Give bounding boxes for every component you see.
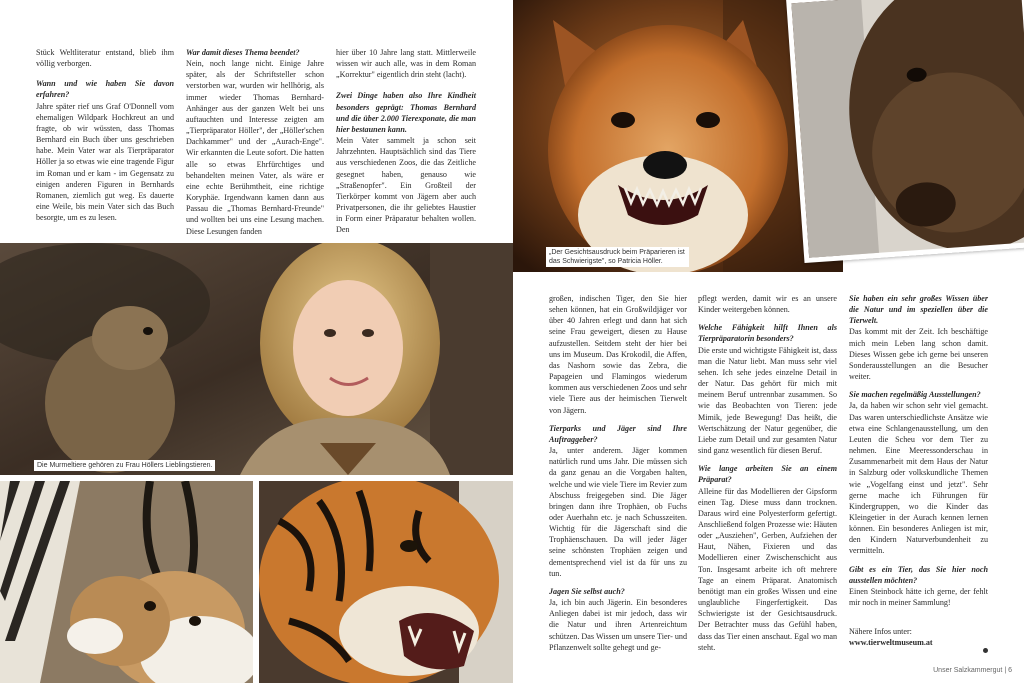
- paragraph: Ja, unter anderem. Jäger kommen natürlich rund ums Jahr. Die müssen sich da ganz genau an die Vorgaben halten, welche und wie viele Tiere im Revier zum Abschuss freigegeben sind. Die Jäger bringen dann ihre Trophäen, ob Fuchs oder Auerhahn etc. je nach Schusszeiten. Wichtig für die Jägerschaft sind die Trophäenschauen. Da will jeder Jäger seine schönsten Trophäen zeigen und dementsprechend viel ist da für uns zu tun.: [549, 446, 687, 578]
- antelope-photo: [0, 481, 253, 683]
- paragraph: Ja, da haben wir schon sehr viel gemacht. Das waren unterschiedlichste Ansätze wie etwa eine Schlangenausstellung, um den Leuten die Scheu vor dem Tier zu nehmen. Eine Meeressonderschau in Zusammenarbeit mit dem Haus der Natur in Salzburg oder volkskundliche Themen wie „Vogelfang einst und jetzt". Sehr gerne mache ich Führungen für Kindergruppen, wo die Kinder das Kleingetier in der Aurach kennen lernen können. Ein besonderes Anliegen ist mir, den Kindern Naturverbundenheit zu vermitteln.: [849, 401, 988, 556]
- question: Sie machen regelmäßig Ausstellungen?: [849, 390, 981, 400]
- page-number: 6: [1008, 667, 1012, 674]
- paragraph: Jahre später rief uns Graf O'Donnell vom ehemaligen Wildpark Hochkreut an und fragte, ob wir wüssten, dass Thomas Bernhard ein Buch über uns geschrieben habe. Mein Vater war als Tierpräparator Höller ja so etwas wie eine tragende Figur im Roman und er kam - im Gegensatz zu einigen anderen Figuren in Bernhards Romanen, ziemlich gut weg. Es dauerte eine Weile, bis mein Vater sich das Buch besorgte, um es zu lesen.: [36, 101, 174, 223]
- text-column-6: [849, 293, 988, 649]
- text-column-1: [36, 47, 174, 223]
- paragraph: Nein, noch lange nicht. Einige Jahre später, als der Schriftsteller schon verstorben war, wurden wir hellhörig, als immer wieder Thomas Bernhard-Anhänger aus der ganzen Welt bei uns auftauchten und Interesse zeigten am „Tierpräparator Höller", der „Höller'schen Dachkammer" und der „Aurach-Enge". Wir erkannten die Leute sofort. Die hatten alle so etwas Ehrfürchtiges und behandelten meinen Vater, als wäre er eine echte Berühmtheit, eine richtige Koryphäe. Irgendwann kamen dann aus Passau die „Thomas Bernhard-Freunde" und wollten bei uns eine Lesung machen. Diese Lesungen fanden: [186, 59, 324, 236]
- paragraph: Einen Steinbock hätte ich gerne, der fehlt mir noch in meiner Sammlung!: [849, 586, 988, 608]
- question: Wann und wie haben Sie davon erfahren?: [36, 79, 174, 100]
- text-column-2: [186, 47, 324, 237]
- question: Tierparks und Jäger sind Ihre Auftraggeber?: [549, 423, 687, 444]
- paragraph: Stück Weltliteratur entstand, blieb ihm völlig verborgen.: [36, 48, 174, 69]
- footer-separator: |: [1004, 667, 1009, 674]
- text-column-4: [549, 293, 687, 653]
- fox-caption: „Der Gesichtsausdruck beim Präparieren ist das Schwierigste", so Patricia Höller.: [546, 247, 689, 267]
- paragraph: Ja, ich bin auch Jägerin. Ein besonderes Anliegen dabei ist mir jedoch, dass wir die Natur und ihren Artenreichtum schützen. Das Wissen um unsere Tier- und Pflanzenwelt sollte gehegt und ge-: [549, 598, 687, 652]
- page-footer: [933, 667, 1012, 674]
- info-label: Nähere Infos unter:: [849, 627, 912, 637]
- tiger-photo: [259, 481, 513, 683]
- question: Wie lange arbeiten Sie an einem Präparat?: [698, 464, 837, 485]
- question: Zwei Dinge haben also Ihre Kindheit besonders geprägt: Thomas Bernhard und die über 2.000 Tierexponate, die man hier bestaunen kann.: [336, 91, 476, 134]
- boar-photo: [786, 0, 1024, 263]
- question: War damit dieses Thema beendet?: [186, 48, 300, 57]
- paragraph: Alleine für das Modellieren der Gipsform einen Tag. Diese muss dann trocknen. Daraus wird eine Polyesterform gefertigt. Anschließend folgen Prozesse wie: Häuten oder „Ausziehen", Gerben, Aufziehen der Haut, Nähen, Fixieren und das Modellieren einer Zwischenschicht aus Ton. Insgesamt arbeite ich oft mehrere Tage an einem Präparat. Anatomisch benötigt man ein großes Wissen und eine unglaubliche Fingerfertigkeit. Das Schwierigste ist der Gesichtsausdruck. Der Betrachter muss das Gefühl haben, dass das Tier einen anschaut. Egal wo man steht.: [698, 486, 837, 652]
- text-column-3: [336, 47, 476, 236]
- paragraph: großen, indischen Tiger, den Sie hier sehen können, hat ein Großwildjäger vor über 40 Jahren erlegt und dann hat sich seine Frau geweigert, diesen zu Hause aufzustellen. Seitdem steht der hier bei uns im Museum. Das Krokodil, die Affen, das Nashorn sowie das Zebra, die Papageien und Flamingos wiederum kommen aus verschiedenen Zoos und sehr viele Tiere aus der heimischen Tierwelt von Jägern.: [549, 294, 687, 415]
- marmot-woman-photo: [0, 243, 513, 475]
- paragraph: Das kommt mit der Zeit. Ich beschäftige mich mein Leben lang schon damit. Dieses Wissen gebe ich gerne bei unseren Sonderausstellungen an die Besucher weiter.: [849, 327, 988, 382]
- paragraph: pflegt werden, damit wir es an unsere Kinder weitergeben können.: [698, 294, 837, 315]
- question: Gibt es ein Tier, das Sie hier noch ausstellen möchten?: [849, 564, 988, 585]
- text-column-5: [698, 293, 837, 653]
- end-mark-dot: [983, 648, 988, 653]
- magazine-name: Unser Salzkammergut: [933, 667, 1003, 674]
- paragraph: Die erste und wichtigste Fähigkeit ist, dass man die Natur liebt. Man muss sehr viel sehen. Ich sehe jedes einzelne Detail in der Natur. Das gehört für mich mit meinem Beruf untrennbar zusammen. So wie das Beobachten von Tieren: jede Mimik, jede Bewegung! Das heißt, die Wertschätzung der Natur gegenüber, die Liebe zum Detail und zur gesamten Natur sind ganz wesentlich für diesen Beruf.: [698, 345, 837, 456]
- paragraph: hier über 10 Jahre lang statt. Mittlerweile wissen wir auch alle, was in dem Roman „Korrektur" eigentlich drin steht (lacht).: [336, 48, 476, 80]
- museum-url[interactable]: www.tierweltmuseum.at: [849, 638, 933, 648]
- marmot-caption: Die Murmeltiere gehören zu Frau Höllers Lieblingstieren.: [34, 460, 215, 471]
- question: Jagen Sie selbst auch?: [549, 586, 625, 596]
- question: Sie haben ein sehr großes Wissen über die Natur und im speziellen über die Tierwelt.: [849, 294, 988, 326]
- question: Welche Fähigkeit hilft Ihnen als Tierpräparatorin besonders?: [698, 323, 837, 344]
- paragraph: Mein Vater sammelt ja schon seit Jahrzehnten. Hauptsächlich sind das Tiere aus verschiedenen Zoos, die das Zeitliche gesegnet haben, genauso wie „Straßenopfer". Ein Großteil der Tierkörper kommt von Jägern aber auch Privatpersonen, die ihr geliebtes Haustier in Form einer Präparatur behalten wollen. Den: [336, 136, 476, 235]
